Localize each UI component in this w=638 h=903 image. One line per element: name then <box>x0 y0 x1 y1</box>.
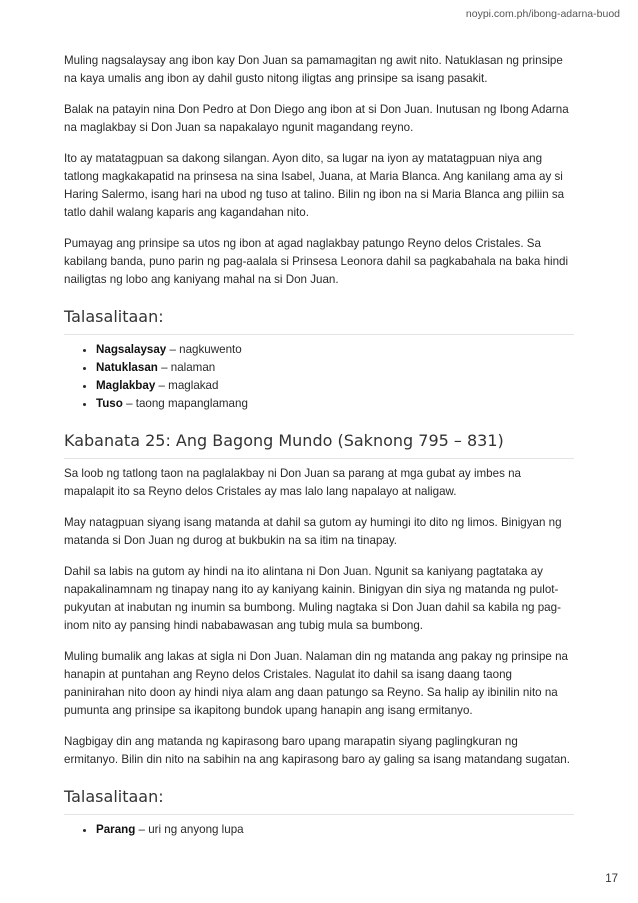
chapter-heading: Kabanata 25: Ang Bagong Mundo (Saknong 795 – 831) <box>64 431 574 459</box>
vocabulary-list <box>64 821 574 839</box>
paragraph: Pumayag ang prinsipe sa utos ng ibon at agad naglakbay patungo Reyno delos Cristales. Sa kabilang banda, puno parin ng pag-aalala si Prinsesa Leonora dahil sa pagkabahala na baka hindi nailigtas ng lobo ang kaniyang mahal na si Don Juan. <box>64 237 569 286</box>
vocabulary-item <box>96 395 574 413</box>
vocabulary-definition: – taong mapanglamang <box>122 397 248 410</box>
vocabulary-item <box>96 821 574 839</box>
paragraph: Dahil sa labis na gutom ay hindi na ito alintana ni Don Juan. Ngunit sa kaniyang pagtataka ay napakalinamnam ng tinapay nang ito ay kaniyang kainin. Binigyan din siya ng matanda ng pulot-pukyutan at inabutan ng inumin sa bumbong. Muling nagtaka si Don Juan dahil sa kabila ng pag-inom nito ay pansing hindi nababawasan ang tubig mula sa bumbong. <box>64 565 561 632</box>
paragraph: Muling bumalik ang lakas at sigla ni Don Juan. Nalaman din ng matanda ang pakay ng prinsipe na hanapin at puntahan ang Reyno delos Cristales. Nagulat ito dahil sa isang daang taong paninirahan nito doon ay hindi niya alam ang daan patungo sa Reyno. Sa halip ay ibinilin nito na pumunta ang prinsipe sa ikapitong bundok upang hanapin ang isang ermitanyo. <box>64 650 568 717</box>
vocabulary-term: Tuso <box>96 397 123 410</box>
vocabulary-item <box>96 377 574 395</box>
vocabulary-item <box>96 341 574 359</box>
paragraph: Ito ay matatagpuan sa dakong silangan. Ayon dito, sa lugar na iyon ay matatagpuan niya ang tatlong magkakapatid na prinsesa na sina Isabel, Juana, at Maria Blanca. Ang kanilang ama ay si Haring Salermo, isang hari na ubod ng tuso at talino. Bilin ng ibon na si Maria Blanca ang piliin sa tatlo dahil walang kaparis ang kagandahan nito. <box>64 152 565 219</box>
vocabulary-definition: – maglakad <box>155 379 219 392</box>
vocabulary-heading: Talasalitaan: <box>64 307 574 335</box>
vocabulary-list <box>64 341 574 413</box>
vocabulary-term: Parang <box>96 823 136 836</box>
paragraph: Nagbigay din ang matanda ng kapirasong baro upang marapatin siyang paglingkuran ng ermitanyo. Bilin din nito na sabihin na ang kapirasong baro ay galing sa isang matandang sugatan. <box>64 735 570 766</box>
vocabulary-heading: Talasalitaan: <box>64 787 574 815</box>
paragraph: Muling nagsalaysay ang ibon kay Don Juan sa pamamagitan ng awit nito. Natuklasan ng prinsipe na kaya umalis ang ibon ay dahil gusto nitong iligtas ang prinsipe sa isang pasakit. <box>64 54 563 85</box>
vocabulary-term: Maglakbay <box>96 379 156 392</box>
vocabulary-definition: – uri ng anyong lupa <box>135 823 244 836</box>
paragraph: Balak na patayin nina Don Pedro at Don Diego ang ibon at si Don Juan. Inutusan ng Ibong Adarna na maglakbay si Don Juan sa napakalayo ngunit magandang reyno. <box>64 103 569 134</box>
vocabulary-definition: – nagkuwento <box>166 343 242 356</box>
vocabulary-term: Natuklasan <box>96 361 158 374</box>
paragraph: May natagpuan siyang isang matanda at dahil sa gutom ay humingi ito dito ng limos. Binigyan ng matanda si Don Juan ng durog at bukbukin na sa itim na tinapay. <box>64 516 562 547</box>
paragraph: Sa loob ng tatlong taon na paglalakbay ni Don Juan sa parang at mga gubat ay imbes na mapalapit ito sa Reyno delos Cristales ay mas lalo lang napalayo at naligaw. <box>64 467 521 498</box>
vocabulary-definition: – nalaman <box>157 361 216 374</box>
page-content <box>64 52 574 853</box>
source-url: noypi.com.ph/ibong-adarna-buod <box>465 8 620 20</box>
vocabulary-term: Nagsalaysay <box>96 343 167 356</box>
page-number: 17 <box>605 873 618 885</box>
vocabulary-item <box>96 359 574 377</box>
